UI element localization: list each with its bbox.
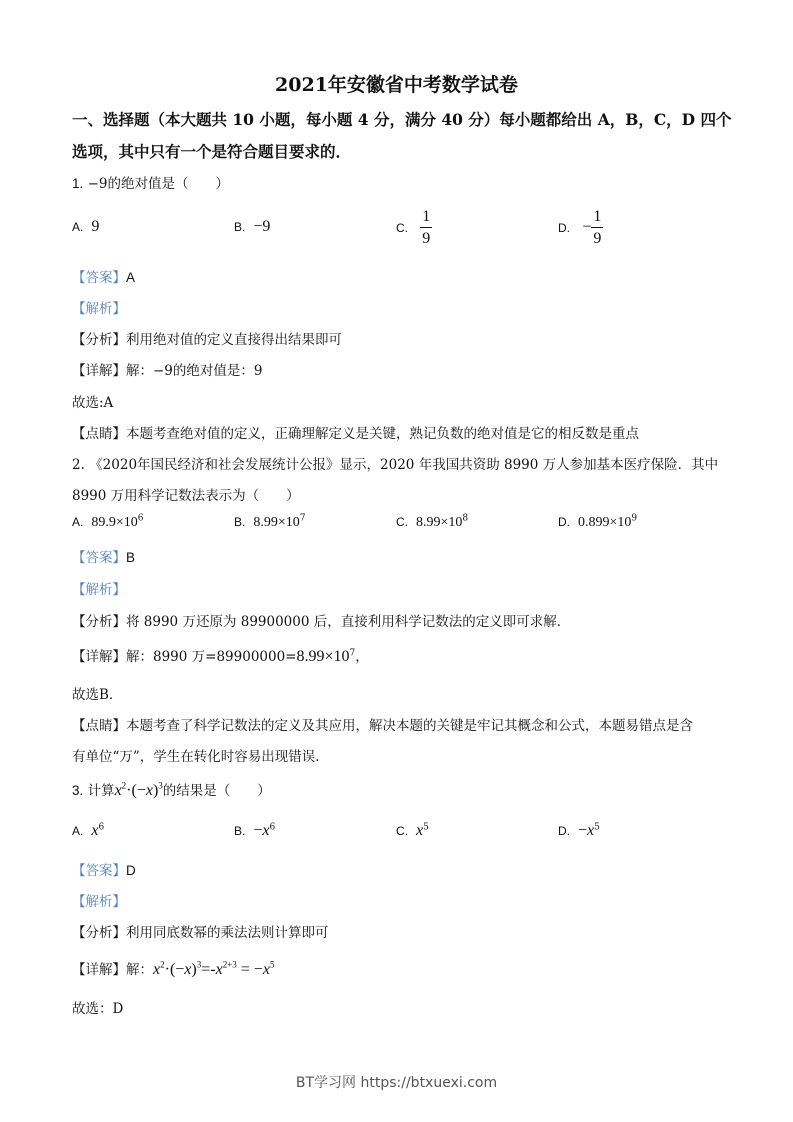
question-3-stem: 3. 计算$x^2\cdot(-x)^3$的结果是（ ） <box>72 780 271 799</box>
q2-option-a: A. $89.9\times 10^6$ <box>72 513 144 530</box>
page-title: 2021年安徽省中考数学试卷 <box>275 74 518 96</box>
question-2-stem-line1: 2. 《2020年国民经济和社会发展统计公报》显示，2020 年我国共资助 8990 万人参加基本医疗保险．其中 <box>72 457 719 473</box>
q3-option-d: D. $-x^5$ <box>558 822 600 839</box>
q3-fenxi: 【分析】利用同底数幂的乘法法则计算即可 <box>72 925 329 941</box>
q1-option-c: C. $\frac{1}{9}$ <box>396 208 431 247</box>
q2-option-b: B. $8.99\times 10^7$ <box>234 513 306 530</box>
q3-xiangjie: 【详解】解：$x^2\cdot(-x)^3=-x^{2+3} = -x^5$ <box>72 959 275 978</box>
question-1-stem: 1. −9的绝对值是（ ） <box>72 176 229 192</box>
q1-fenxi: 【分析】利用绝对值的定义直接得出结果即可 <box>72 332 342 348</box>
q1-answer: 【答案】A <box>72 270 136 286</box>
q3-expression: $x^2\cdot(-x)^3$ <box>114 780 163 799</box>
footer-watermark: BT学习网 https://btxuexi.com <box>295 1075 498 1091</box>
section-header-line1: 一、选择题（本大题共 10 小题，每小题 4 分，满分 40 分）每小题都给出 A，B，C，D 四个 <box>72 110 732 129</box>
q1-dianjing: 【点睛】本题考查绝对值的定义，正确理解定义是关键，熟记负数的绝对值是它的相反数是重点 <box>72 426 639 442</box>
q2-xiangjie: 【详解】解：8990 万$=89900000=8.99\times 10^7$， <box>72 648 369 665</box>
q1-option-a: A. 9 <box>72 218 100 235</box>
q3-option-c: C. $x^5$ <box>396 822 429 839</box>
q1-guxuan: 故选:A <box>72 395 114 411</box>
q2-fenxi: 【分析】将 8990 万还原为 89900000 后，直接利用科学记数法的定义即可求解． <box>72 614 571 630</box>
q1-analysis-tag: 【解析】 <box>72 301 126 317</box>
q2-answer: 【答案】B <box>72 550 136 566</box>
q2-guxuan: 故选B． <box>72 687 123 703</box>
q2-analysis-tag: 【解析】 <box>72 582 126 598</box>
q2-dianjing-line1: 【点睛】本题考查了科学记数法的定义及其应用，解决本题的关键是牢记其概念和公式，本题易错点是含 <box>72 718 693 734</box>
q3-option-a: A. $x^6$ <box>72 822 105 839</box>
q3-answer: 【答案】D <box>72 863 136 879</box>
q1-option-d: D. − $\frac{1}{9}$ <box>558 208 602 247</box>
q2-option-c: C. $8.99\times 10^8$ <box>396 513 469 530</box>
question-2-stem-line2: 8990 万用科学记数法表示为（ ） <box>72 488 300 504</box>
section-header-line2: 选项，其中只有一个是符合题目要求的． <box>72 142 352 161</box>
q2-dianjing-line2: 有单位“万”，学生在转化时容易出现错误． <box>72 749 329 765</box>
q3-guxuan: 故选：D <box>72 1001 124 1017</box>
q1-xiangjie: 【详解】解：−9的绝对值是：9 <box>72 363 263 379</box>
q3-option-b: B. $-x^6$ <box>234 822 276 839</box>
q3-solution-expression: $x^2\cdot(-x)^3=-x^{2+3} = -x^5$ <box>153 959 275 978</box>
fraction: $\frac{1}{9}$ <box>422 208 431 247</box>
q2-option-d: D. $0.899\times 10^9$ <box>558 513 638 530</box>
fraction: $\frac{1}{9}$ <box>593 208 602 247</box>
q1-option-b: B. −9 <box>234 218 271 235</box>
q3-analysis-tag: 【解析】 <box>72 894 126 910</box>
